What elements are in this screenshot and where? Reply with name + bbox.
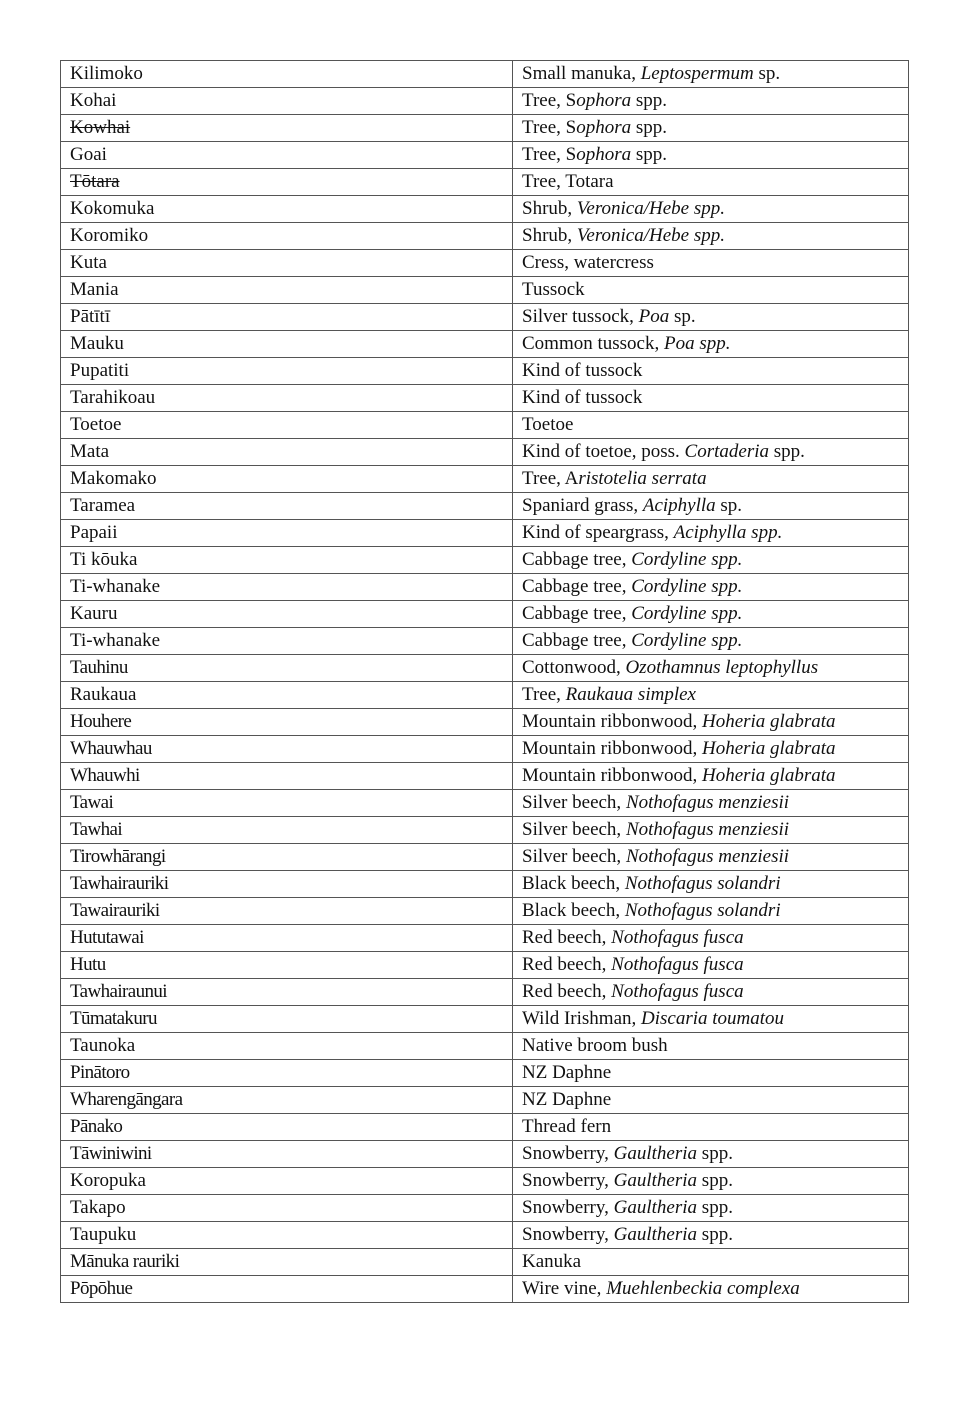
maori-name: Kilimoko	[70, 63, 143, 84]
maori-name-cell	[61, 979, 513, 1006]
description-text: Red beech,	[522, 954, 612, 975]
maori-name: Mania	[70, 279, 119, 300]
table-row	[61, 304, 909, 331]
maori-name-cell	[61, 1087, 513, 1114]
maori-name-cell	[61, 196, 513, 223]
table-row	[61, 709, 909, 736]
description-text: spp.	[697, 1170, 733, 1191]
maori-name: Pupatiti	[70, 360, 130, 381]
description-text: Snowberry,	[522, 1143, 614, 1164]
table-row	[61, 88, 909, 115]
maori-name: Pōpōhue	[70, 1278, 133, 1299]
table-row	[61, 1276, 909, 1303]
maori-name-cell	[61, 682, 513, 709]
table-row	[61, 61, 909, 88]
description-text: Kind of tussock	[522, 360, 643, 381]
scientific-name: Cortaderia	[684, 441, 769, 462]
description-text: Kind of toetoe, poss.	[522, 441, 685, 462]
maori-name-cell	[61, 1006, 513, 1033]
english-description-cell	[513, 952, 909, 979]
table-row	[61, 223, 909, 250]
english-description-cell	[513, 925, 909, 952]
table-row	[61, 439, 909, 466]
scientific-name: ophora	[576, 90, 632, 111]
english-description-cell	[513, 358, 909, 385]
table-row	[61, 385, 909, 412]
table-row	[61, 250, 909, 277]
description-text: Silver beech,	[522, 819, 626, 840]
description-text: Cottonwood,	[522, 657, 626, 678]
description-text: sp.	[753, 63, 781, 84]
description-text: Snowberry,	[522, 1197, 614, 1218]
maori-name-cell	[61, 520, 513, 547]
maori-name: Taramea	[70, 495, 136, 516]
table-row	[61, 817, 909, 844]
english-description-cell	[513, 1060, 909, 1087]
english-description-cell	[513, 1249, 909, 1276]
maori-name-cell	[61, 952, 513, 979]
maori-name: Pinātoro	[70, 1062, 130, 1083]
maori-name-cell	[61, 304, 513, 331]
scientific-name: Gaultheria	[613, 1197, 698, 1218]
table-row	[61, 169, 909, 196]
scientific-name: Nothofagus fusca	[611, 981, 744, 1002]
english-description-cell	[513, 304, 909, 331]
english-description-cell	[513, 412, 909, 439]
scientific-name: Leptospermum	[640, 63, 754, 84]
english-description-cell	[513, 385, 909, 412]
scientific-name: Nothofagus menziesii	[625, 846, 790, 867]
english-description-cell	[513, 1276, 909, 1303]
english-description-cell	[513, 439, 909, 466]
maori-name: Tirowhārangi	[70, 846, 166, 867]
scientific-name: Gaultheria	[613, 1224, 698, 1245]
table-row	[61, 601, 909, 628]
description-text: Cress, watercress	[522, 252, 654, 273]
description-text: Spaniard grass,	[522, 495, 643, 516]
table-row	[61, 1141, 909, 1168]
english-description-cell	[513, 1033, 909, 1060]
maori-name: Taunoka	[70, 1035, 136, 1056]
maori-name-cell	[61, 358, 513, 385]
maori-name-cell	[61, 871, 513, 898]
english-description-cell	[513, 1087, 909, 1114]
english-description-cell	[513, 979, 909, 1006]
maori-name: Tawhairauriki	[70, 873, 169, 894]
scientific-name: Hoheria glabrata	[701, 711, 836, 732]
maori-name: Hutu	[70, 954, 106, 975]
maori-name: Tarahikoau	[70, 387, 156, 408]
table-row	[61, 628, 909, 655]
maori-name: Taupuku	[70, 1224, 137, 1245]
table-row	[61, 142, 909, 169]
maori-name: Papaii	[70, 522, 118, 543]
maori-name-cell	[61, 790, 513, 817]
maori-name: Ti kōuka	[70, 549, 138, 570]
maori-name-cell	[61, 1114, 513, 1141]
table-row	[61, 358, 909, 385]
scientific-name: Discaria toumatou	[641, 1008, 785, 1029]
description-text: NZ Daphne	[522, 1062, 612, 1083]
maori-name-cell	[61, 925, 513, 952]
description-text: Tree,	[522, 684, 566, 705]
maori-name-cell	[61, 1168, 513, 1195]
description-text: Red beech,	[522, 927, 612, 948]
maori-name: Houhere	[70, 711, 132, 732]
english-description-cell	[513, 142, 909, 169]
maori-name: Hututawai	[70, 927, 144, 948]
scientific-name: Cordyline spp.	[631, 549, 743, 570]
maori-name-cell	[61, 142, 513, 169]
description-text: Small manuka,	[522, 63, 641, 84]
description-text: Kind of speargrass,	[522, 522, 674, 543]
table-row	[61, 898, 909, 925]
description-text: Cabbage tree,	[522, 603, 632, 624]
table-row	[61, 1114, 909, 1141]
table-row	[61, 196, 909, 223]
table-row	[61, 763, 909, 790]
maori-name: Toetoe	[70, 414, 122, 435]
scientific-name: Gaultheria	[613, 1143, 698, 1164]
scientific-name: Cordyline spp.	[631, 630, 743, 651]
maori-name: Kuta	[70, 252, 107, 273]
description-text: Cabbage tree,	[522, 630, 632, 651]
maori-name-cell	[61, 763, 513, 790]
scientific-name: Poa spp.	[663, 333, 731, 354]
english-description-cell	[513, 493, 909, 520]
description-text: spp.	[697, 1224, 733, 1245]
description-text: Shrub,	[522, 225, 577, 246]
scientific-name: ophora	[576, 144, 632, 165]
scientific-name: ristotelia serrata	[578, 468, 707, 489]
english-description-cell	[513, 1222, 909, 1249]
description-text: Tree, S	[522, 117, 577, 138]
scientific-name: ophora	[576, 117, 632, 138]
maori-name: Mānuka rauriki	[70, 1251, 180, 1272]
table-row	[61, 574, 909, 601]
english-description-cell	[513, 871, 909, 898]
maori-name: Makomako	[70, 468, 157, 489]
table-row	[61, 331, 909, 358]
maori-name-cell	[61, 1222, 513, 1249]
description-text: spp.	[697, 1197, 733, 1218]
maori-name-cell	[61, 493, 513, 520]
english-description-cell	[513, 1168, 909, 1195]
table-row	[61, 1249, 909, 1276]
maori-name-cell	[61, 655, 513, 682]
maori-name: Kohai	[70, 90, 117, 111]
table-row	[61, 466, 909, 493]
maori-name-cell	[61, 628, 513, 655]
scientific-name: Raukaua simplex	[565, 684, 696, 705]
scientific-name: Muehlenbeckia complexa	[606, 1278, 800, 1299]
maori-name: Tawhairaunui	[70, 981, 167, 1002]
maori-name: Koropuka	[70, 1170, 146, 1191]
table-row	[61, 520, 909, 547]
scientific-name: Nothofagus menziesii	[625, 792, 790, 813]
maori-name: Pānako	[70, 1116, 123, 1137]
english-description-cell	[513, 763, 909, 790]
maori-name: Pātītī	[70, 306, 111, 327]
maori-name-cell	[61, 466, 513, 493]
description-text: NZ Daphne	[522, 1089, 612, 1110]
maori-name-cell	[61, 1276, 513, 1303]
table-row	[61, 277, 909, 304]
table-row	[61, 979, 909, 1006]
maori-name-cell	[61, 439, 513, 466]
table-row	[61, 493, 909, 520]
maori-name: Tūmatakuru	[70, 1008, 157, 1029]
english-description-cell	[513, 88, 909, 115]
description-text: Cabbage tree,	[522, 549, 632, 570]
scientific-name: Hoheria glabrata	[701, 765, 836, 786]
maori-name: Takapo	[70, 1197, 126, 1218]
english-description-cell	[513, 115, 909, 142]
maori-name-cell	[61, 61, 513, 88]
maori-name-cell	[61, 1249, 513, 1276]
description-text: sp.	[669, 306, 696, 327]
scientific-name: Nothofagus fusca	[611, 927, 744, 948]
scientific-name: Nothofagus fusca	[611, 954, 744, 975]
table-row	[61, 952, 909, 979]
english-description-cell	[513, 790, 909, 817]
maori-name-cell	[61, 115, 513, 142]
description-text: spp.	[769, 441, 805, 462]
maori-name-cell	[61, 601, 513, 628]
maori-name-cell	[61, 736, 513, 763]
description-text: Mountain ribbonwood,	[522, 738, 702, 759]
description-text: spp.	[631, 117, 668, 138]
english-description-cell	[513, 1195, 909, 1222]
maori-name: Tawhai	[70, 819, 123, 840]
english-description-cell	[513, 682, 909, 709]
english-description-cell	[513, 1114, 909, 1141]
table-row	[61, 1087, 909, 1114]
table-row	[61, 547, 909, 574]
description-text: Silver beech,	[522, 792, 626, 813]
description-text: Wire vine,	[522, 1278, 607, 1299]
scientific-name: Veronica/Hebe spp.	[576, 225, 726, 246]
description-text: Black beech,	[522, 873, 625, 894]
table-row	[61, 871, 909, 898]
maori-name-cell	[61, 1141, 513, 1168]
maori-name: Tawairauriki	[70, 900, 160, 921]
scientific-name: Ozothamnus leptophyllus	[625, 657, 819, 678]
table-row	[61, 790, 909, 817]
description-text: Black beech,	[522, 900, 625, 921]
maori-name-cell	[61, 331, 513, 358]
description-text: Silver tussock,	[522, 306, 639, 327]
scientific-name: Veronica/Hebe spp.	[576, 198, 726, 219]
english-description-cell	[513, 898, 909, 925]
scientific-name: Aciphylla	[642, 495, 716, 516]
description-text: Snowberry,	[522, 1170, 614, 1191]
english-description-cell	[513, 520, 909, 547]
description-text: Mountain ribbonwood,	[522, 765, 702, 786]
table-row	[61, 844, 909, 871]
description-text: Tree, A	[522, 468, 579, 489]
description-text: Common tussock,	[522, 333, 664, 354]
maori-name: Tawai	[70, 792, 114, 813]
english-description-cell	[513, 655, 909, 682]
english-description-cell	[513, 547, 909, 574]
maori-name: Wharengāngara	[70, 1089, 183, 1110]
description-text: Snowberry,	[522, 1224, 614, 1245]
maori-name-cell	[61, 250, 513, 277]
english-description-cell	[513, 574, 909, 601]
maori-name-cell	[61, 223, 513, 250]
maori-name-cell	[61, 547, 513, 574]
maori-name: Ti-whanake	[70, 630, 161, 651]
english-description-cell	[513, 1006, 909, 1033]
document-page	[60, 60, 908, 1303]
scientific-name: Cordyline spp.	[631, 603, 743, 624]
description-text: Toetoe	[522, 414, 574, 435]
scientific-name: Hoheria glabrata	[701, 738, 836, 759]
maori-name-cell	[61, 1033, 513, 1060]
english-description-cell	[513, 196, 909, 223]
description-text: spp.	[631, 144, 668, 165]
description-text: Native broom bush	[522, 1035, 668, 1056]
maori-name-cell	[61, 1060, 513, 1087]
table-row	[61, 412, 909, 439]
maori-name-cell	[61, 412, 513, 439]
description-text: sp.	[715, 495, 743, 516]
english-description-cell	[513, 61, 909, 88]
english-description-cell	[513, 736, 909, 763]
maori-name: Mauku	[70, 333, 124, 354]
scientific-name: Aciphylla spp.	[673, 522, 783, 543]
maori-name-cell	[61, 1195, 513, 1222]
description-text: Wild Irishman,	[522, 1008, 642, 1029]
english-description-cell	[513, 250, 909, 277]
description-text: Shrub,	[522, 198, 577, 219]
maori-name: Kokomuka	[70, 198, 155, 219]
english-description-cell	[513, 223, 909, 250]
scientific-name: Cordyline spp.	[631, 576, 743, 597]
maori-name: Goai	[70, 144, 107, 165]
description-text: Cabbage tree,	[522, 576, 632, 597]
plant-names-body	[61, 61, 909, 1303]
scientific-name: Poa	[638, 306, 670, 327]
table-row	[61, 115, 909, 142]
maori-name-cell	[61, 709, 513, 736]
english-description-cell	[513, 628, 909, 655]
scientific-name: Gaultheria	[613, 1170, 698, 1191]
maori-name: Ti-whanake	[70, 576, 161, 597]
english-description-cell	[513, 1141, 909, 1168]
maori-name: Whauwhi	[70, 765, 140, 786]
english-description-cell	[513, 466, 909, 493]
maori-name-cell	[61, 898, 513, 925]
description-text: Silver beech,	[522, 846, 626, 867]
maori-name-cell	[61, 385, 513, 412]
maori-name: Kowhai	[70, 117, 131, 138]
maori-name: Tauhinu	[70, 657, 128, 678]
description-text: Kanuka	[522, 1251, 582, 1272]
description-text: Tree, S	[522, 90, 577, 111]
maori-name-cell	[61, 169, 513, 196]
description-text: Kind of tussock	[522, 387, 643, 408]
description-text: Red beech,	[522, 981, 612, 1002]
maori-name: Kauru	[70, 603, 118, 624]
table-row	[61, 736, 909, 763]
maori-name-cell	[61, 574, 513, 601]
maori-name: Tāwiniwini	[70, 1143, 152, 1164]
description-text: Tussock	[522, 279, 585, 300]
table-row	[61, 1060, 909, 1087]
english-description-cell	[513, 844, 909, 871]
description-text: Tree, Totara	[522, 171, 614, 192]
english-description-cell	[513, 169, 909, 196]
description-text: Mountain ribbonwood,	[522, 711, 702, 732]
description-text: spp.	[697, 1143, 733, 1164]
description-text: Tree, S	[522, 144, 577, 165]
table-row	[61, 925, 909, 952]
table-row	[61, 682, 909, 709]
description-text: spp.	[631, 90, 668, 111]
maori-name: Whauwhau	[70, 738, 152, 759]
maori-name: Raukaua	[70, 684, 137, 705]
english-description-cell	[513, 601, 909, 628]
table-row	[61, 1222, 909, 1249]
maori-name: Koromiko	[70, 225, 149, 246]
description-text: Thread fern	[522, 1116, 612, 1137]
table-row	[61, 1033, 909, 1060]
scientific-name: Nothofagus solandri	[624, 873, 781, 894]
maori-name-cell	[61, 817, 513, 844]
english-description-cell	[513, 709, 909, 736]
table-row	[61, 1006, 909, 1033]
english-description-cell	[513, 331, 909, 358]
scientific-name: Nothofagus menziesii	[625, 819, 790, 840]
maori-name-cell	[61, 277, 513, 304]
table-row	[61, 1195, 909, 1222]
plant-names-table	[60, 60, 909, 1303]
scientific-name: Nothofagus solandri	[624, 900, 781, 921]
maori-name: Tōtara	[70, 171, 120, 192]
english-description-cell	[513, 277, 909, 304]
maori-name: Mata	[70, 441, 110, 462]
table-row	[61, 655, 909, 682]
table-row	[61, 1168, 909, 1195]
maori-name-cell	[61, 844, 513, 871]
english-description-cell	[513, 817, 909, 844]
maori-name-cell	[61, 88, 513, 115]
